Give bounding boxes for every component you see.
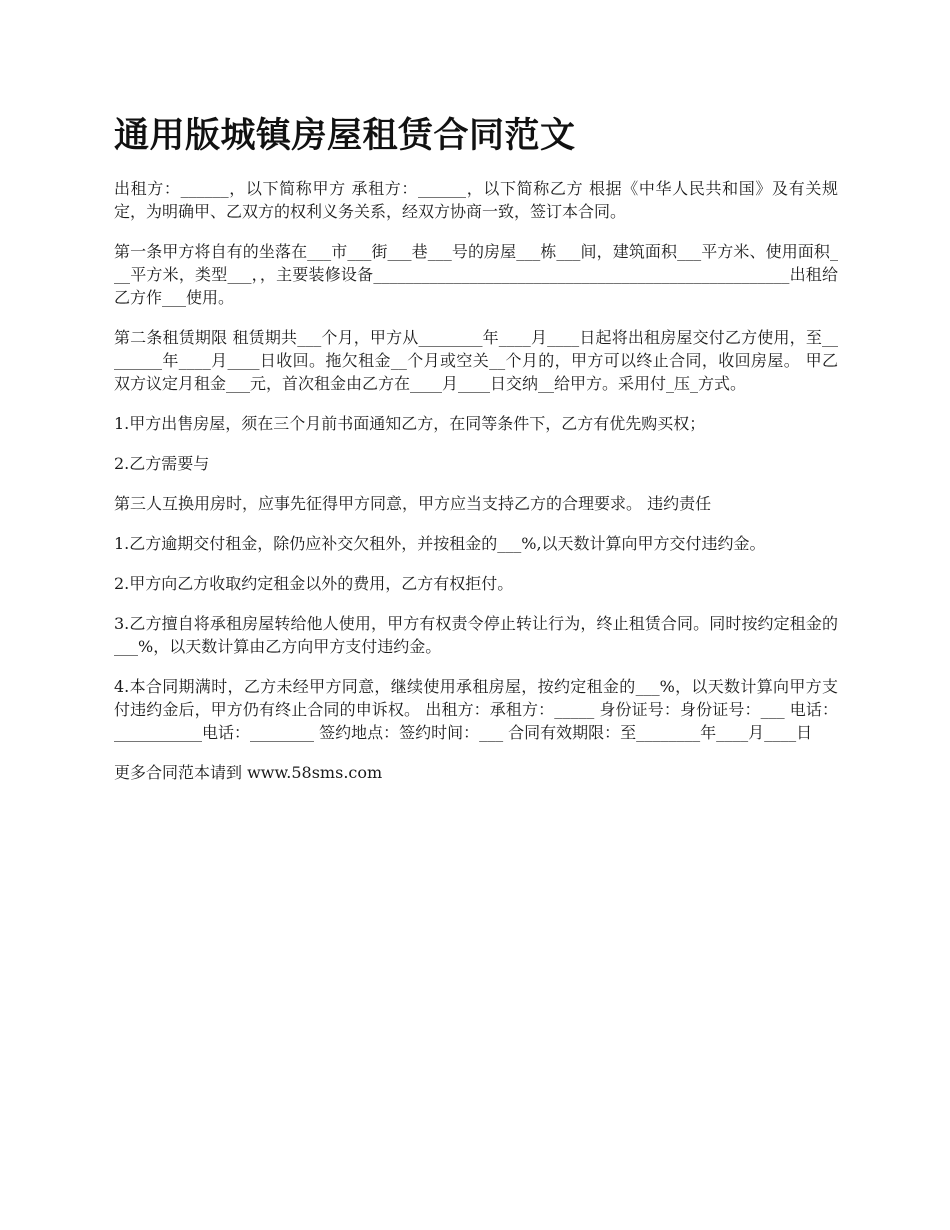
paragraph-clause-sale: 1.甲方出售房屋，须在三个月前书面通知乙方，在同等条件下，乙方有优先购买权； <box>114 414 706 433</box>
paragraph-breach-3: 3.乙方擅自将承租房屋转给他人使用，甲方有权责令停止转让行为，终止租赁合同。同时按约定租金的___%，以天数计算由乙方向甲方支付违约金。 <box>114 614 838 656</box>
paragraph-clause-exchange: 2.乙方需要与 <box>114 454 210 473</box>
document-title: 通用版城镇房屋租赁合同范文 <box>114 116 576 156</box>
footer-more-templates: 更多合同范本请到 www.58sms.com <box>114 763 383 782</box>
paragraph-breach-1: 1.乙方逾期交付租金，除仍应补交欠租外，并按租金的___%,以天数计算向甲方交付违约金。 <box>114 534 766 553</box>
paragraph-parties: 出租方：______，以下简称甲方 承租方：______，以下简称乙方 根据《中华人民共和国》及有关规定，为明确甲、乙双方的权利义务关系，经双方协商一致，签订本合同。 <box>114 179 838 221</box>
paragraph-article-2: 第二条租赁期限 租赁期共___个月，甲方从________年____月____日起将出租房屋交付乙方使用，至________年____月____日收回。拖欠租金__个月或空关__个月的，甲方可以终止合同，收回房屋。 甲乙双方议定月租金___元，首次租金由乙方在____月____日交纳__给甲方。采用付_压_方式。 <box>114 328 838 393</box>
paragraph-article-1: 第一条甲方将自有的坐落在___市___街___巷___号的房屋___栋___间，建筑面积___平方米、使用面积___平方米，类型___，，主要装修设备____________________________________________________出租给乙方作___使用。 <box>114 242 838 307</box>
document-body <box>114 112 838 801</box>
paragraph-breach-4-signatures: 4.本合同期满时，乙方未经甲方同意，继续使用承租房屋，按约定租金的___%，以天数计算向甲方支付违约金后，甲方仍有终止合同的申诉权。 出租方：承租方：_____ 身份证号：身份证号：___ 电话：___________电话：________ 签约地点：签约时间：___ 合同有效期限：至________年____月____日 <box>114 677 838 742</box>
paragraph-third-party: 第三人互换用房时，应事先征得甲方同意，甲方应当支持乙方的合理要求。 违约责任 <box>114 494 712 513</box>
paragraph-breach-2: 2.甲方向乙方收取约定租金以外的费用，乙方有权拒付。 <box>114 574 514 593</box>
